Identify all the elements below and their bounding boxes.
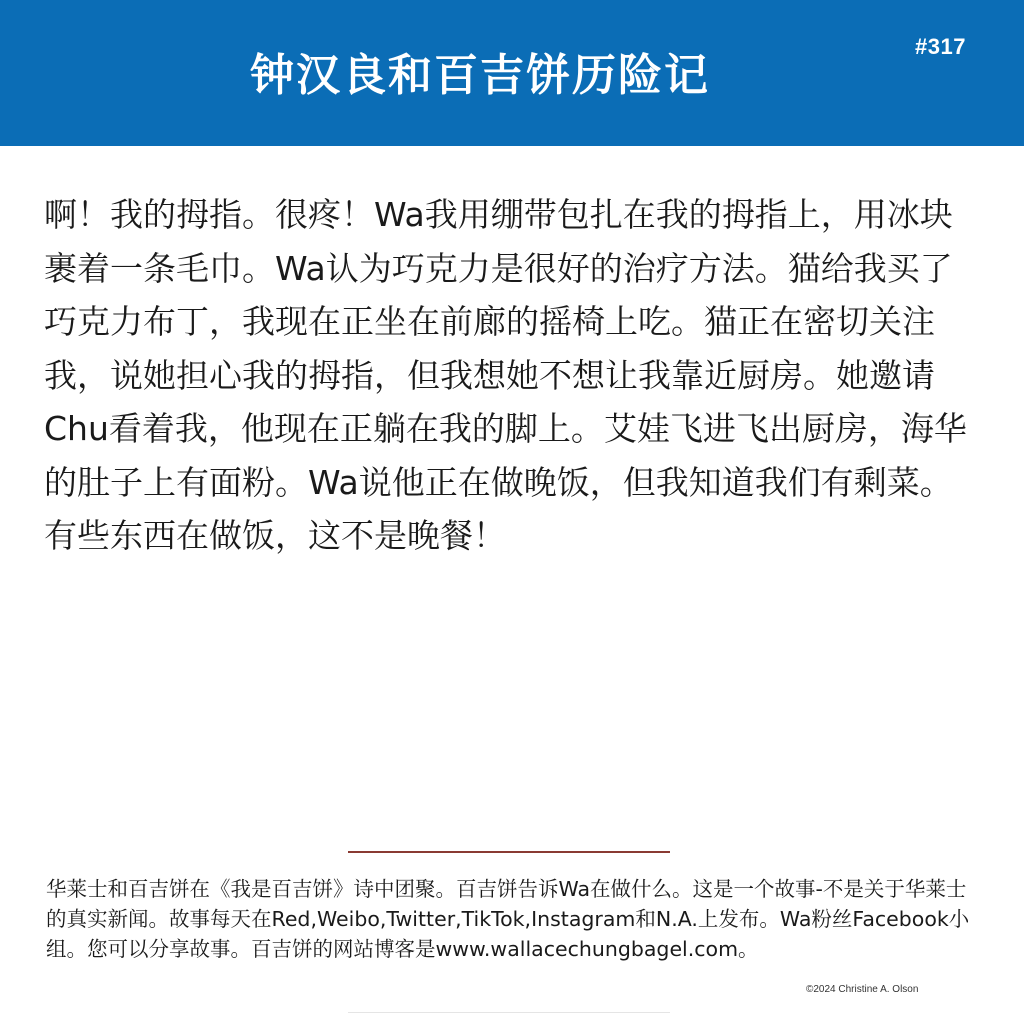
- footer-note: [46, 874, 986, 964]
- copyright-notice: ©2024 Christine A. Olson: [806, 984, 919, 995]
- section-divider: [348, 851, 670, 853]
- story-text: 啊！我的拇指。很疼！Wa我用绷带包扎在我的拇指上，用冰块裹着一条毛巾。Wa认为巧克力是很好的治疗方法。猫给我买了巧克力布丁，我现在正坐在前廊的摇椅上吃。猫正在密切关注我，说她担心我的拇指，但我想她不想让我靠近厨房。她邀请Chu看着我，他现在正躺在我的脚上。艾娃飞进飞出厨房，海华的肚子上有面粉。Wa说他正在做晚饭，但我知道我们有剩菜。有些东西在做饭，这不是晚餐！: [44, 195, 967, 555]
- header-banner: [0, 0, 1024, 146]
- page-title: 钟汉良和百吉饼历险记: [250, 50, 710, 101]
- footer-text: 华莱士和百吉饼在《我是百吉饼》诗中团聚。百吉饼告诉Wa在做什么。这是一个故事-不是关于华莱士的真实新闻。故事每天在Red,Weibo,Twitter,TikTok,Instagram和N.A.上发布。Wa粉丝Facebook小组。您可以分享故事。百吉饼的网站博客是www.wallacechungbagel.com。: [46, 877, 970, 961]
- bottom-divider: [348, 1012, 670, 1013]
- episode-number: #317: [915, 34, 966, 59]
- story-body: [44, 188, 984, 563]
